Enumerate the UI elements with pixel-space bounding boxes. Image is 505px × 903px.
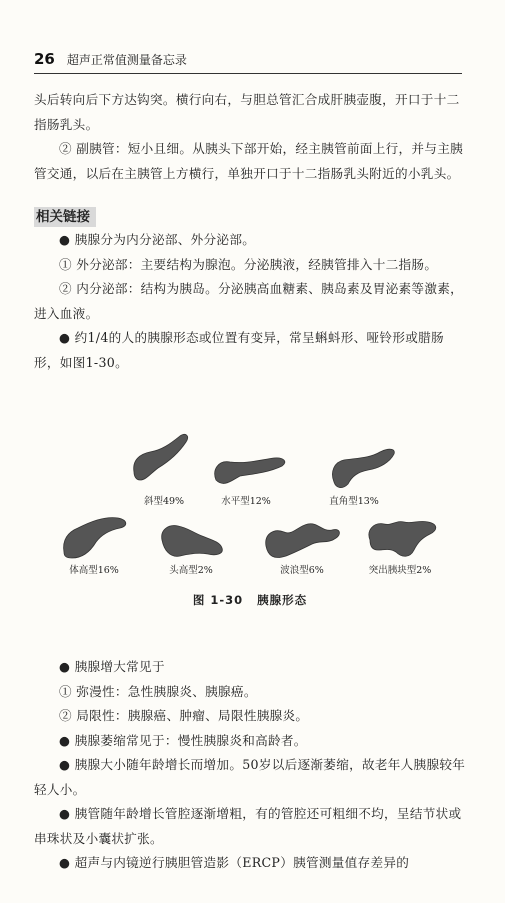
shape-label: 斜型49%: [143, 496, 185, 507]
page-header: [34, 48, 464, 70]
paragraph: ● 胰腺增大常见于: [59, 659, 165, 674]
shape-label: 头高型2%: [169, 565, 213, 576]
section-heading: 相关链接: [34, 207, 96, 227]
paragraph: ② 内分泌部：结构为胰岛。分泌胰高血糖素、胰岛素及胃泌素等激素，进入血液。: [34, 281, 464, 321]
paragraph: ● 约1/4的人的胰腺形态或位置有变异，常呈蝌蚪形、哑铃形或腊肠形，如图1-30。: [34, 330, 444, 370]
paragraph: ① 弥漫性：急性胰腺炎、胰腺癌。: [59, 683, 257, 699]
top-text-block: [34, 88, 466, 186]
figure-number: 图 1-30: [192, 593, 244, 607]
paragraph: ② 局限性：胰腺癌、肿瘤、局限性胰腺炎。: [59, 708, 309, 723]
shape-label: 直角型13%: [329, 496, 379, 507]
paragraph: ● 超声与内镜逆行胰胆管造影（ERCP）胰管测量值存差异的: [59, 855, 410, 870]
pancreas-shape-figure: [34, 420, 466, 620]
figure-title: 胰腺形态: [257, 593, 308, 607]
pancreas-head-high-shape: [158, 518, 226, 562]
paragraph: ● 胰管随年龄增长管腔逐渐增粗，有的管腔还可粗细不均，呈结节状或串珠状及小囊状扩张。: [34, 806, 462, 846]
shape-label: 突出胰块型2%: [368, 565, 432, 576]
pancreas-right-angle-shape: [328, 444, 400, 492]
figure-caption: [34, 592, 466, 608]
paragraph: ● 胰腺大小随年龄增长而增加。50岁以后逐渐萎缩，故老年人胰腺较年轻人小。: [34, 757, 466, 797]
page-number: 26: [34, 50, 55, 68]
bottom-text-block: [34, 655, 466, 876]
shape-label: 水平型12%: [221, 496, 271, 507]
shape-label: 体高型16%: [69, 565, 119, 576]
shape-label: 波浪型6%: [280, 565, 324, 576]
pancreas-body-high-shape: [60, 512, 130, 562]
paragraph: ● 胰腺分为内分泌部、外分泌部。: [59, 232, 256, 247]
pancreas-wave-shape: [262, 516, 344, 562]
header-rule: [34, 73, 462, 74]
pancreas-protruding-mass-shape: [364, 512, 440, 562]
paragraph: ● 胰腺萎缩常见于：慢性胰腺炎和高龄者。: [59, 732, 307, 748]
paragraph: 头后转向后下方达钩突。横行向右，与胆总管汇合成肝胰壶腹，开口于十二指肠乳头。: [34, 92, 460, 132]
paragraph: ② 副胰管：短小且细。从胰头下部开始，经主胰管前面上行，并与主胰管交通，以后在主胰管上方横行，单独开口于十二指肠乳头附近的小乳头。: [34, 141, 464, 181]
paragraph: ① 外分泌部：主要结构为腺泡。分泌胰液，经胰管排入十二指肠。: [59, 256, 438, 272]
pancreas-horizontal-shape: [210, 450, 290, 490]
section-text-block: [34, 228, 466, 375]
running-title: 超声正常值测量备忘录: [66, 52, 187, 67]
pancreas-oblique-shape: [130, 430, 192, 492]
